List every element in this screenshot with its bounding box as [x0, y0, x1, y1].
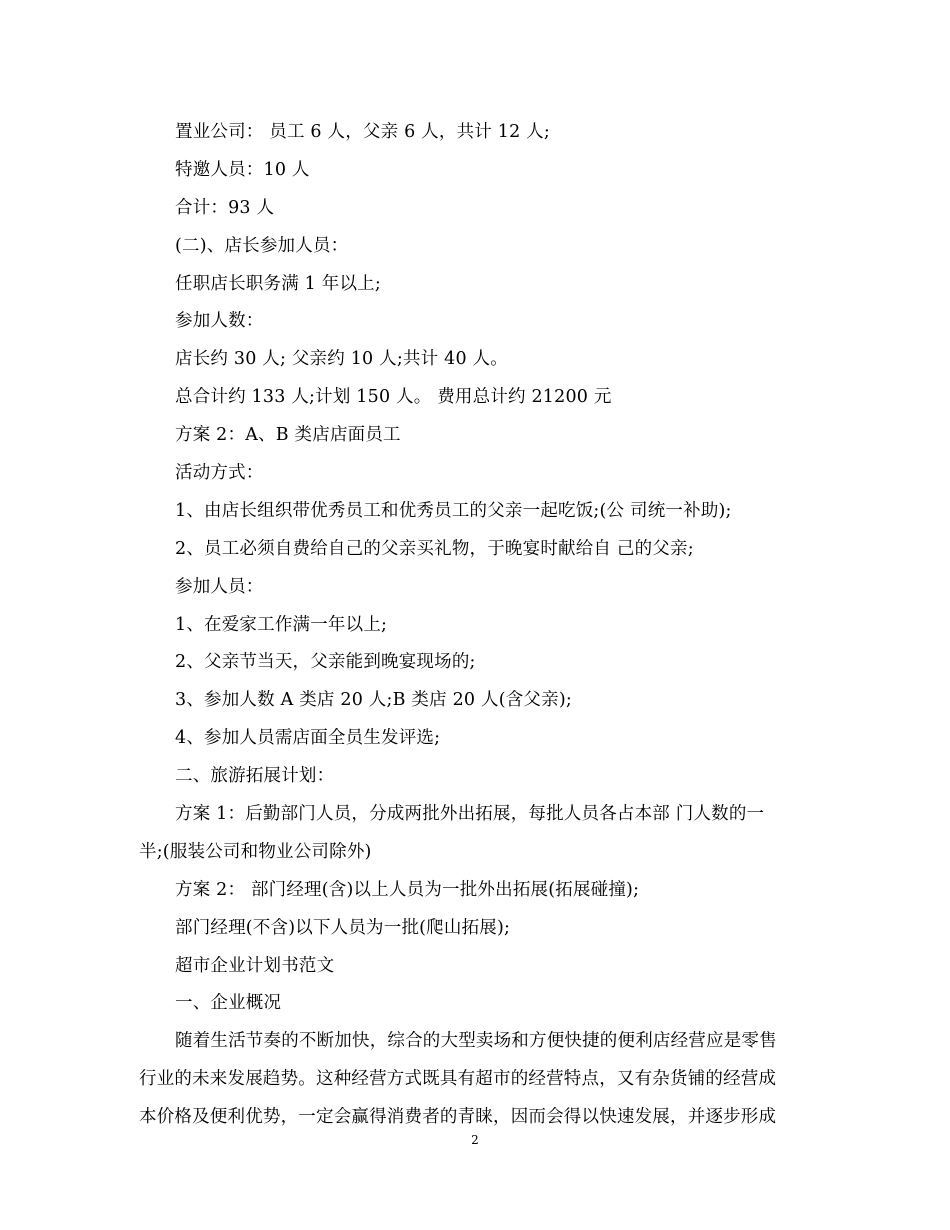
text-line: 3、参加人数 A 类店 20 人;B 类店 20 人(含父亲); — [175, 690, 572, 711]
document-body — [139, 114, 819, 1137]
text-line: 总合计约 133 人;计划 150 人。 费用总计约 21200 元 — [175, 387, 612, 408]
text-line: 随着生活节奏的不断加快，综合的大型卖场和方便快捷的便利店经营应是零售 — [175, 1031, 777, 1052]
text-line: 一、企业概况 — [175, 993, 282, 1014]
text-line: 2、父亲节当天，父亲能到晚宴现场的; — [175, 652, 476, 673]
text-line: 本价格及便利优势，一定会赢得消费者的青睐，因而会得以快速发展，并逐步形成 — [139, 1107, 777, 1128]
text-line: 店长约 30 人; 父亲约 10 人;共计 40 人。 — [175, 349, 508, 370]
page-number: 2 — [471, 1133, 479, 1147]
text-line: 1、在爱家工作满一年以上; — [175, 614, 388, 635]
text-line: 方案 1：后勤部门人员，分成两批外出拓展，每批人员各占本部 门人数的一 — [175, 804, 765, 825]
text-line: 半;(服装公司和物业公司除外) — [139, 841, 372, 862]
text-line: 2、员工必须自费给自己的父亲买礼物，于晚宴时献给自 己的父亲; — [175, 538, 694, 559]
text-line: 活动方式： — [175, 463, 264, 484]
text-line: 参加人数： — [175, 311, 264, 332]
text-line: 1、由店长组织带优秀员工和优秀员工的父亲一起吃饭;(公 司统一补助); — [175, 500, 732, 521]
text-line: 行业的未来发展趋势。这种经营方式既具有超市的经营特点，又有杂货铺的经营成 — [139, 1069, 777, 1090]
text-line: 部门经理(不含)以下人员为一批(爬山拓展); — [175, 917, 511, 938]
text-line: (二)、店长参加人员： — [175, 235, 349, 256]
text-line: 方案 2：A、B 类店店面员工 — [175, 425, 401, 446]
text-line: 置业公司： 员工 6 人，父亲 6 人，共计 12 人; — [175, 122, 550, 142]
text-line: 4、参加人员需店面全员生发评选; — [175, 728, 441, 749]
text-line: 任职店长职务满 1 年以上; — [175, 273, 381, 294]
text-line: 方案 2： 部门经理(含)以上人员为一批外出拓展(拓展碰撞); — [175, 879, 640, 900]
text-line: 二、旅游拓展计划： — [175, 766, 335, 787]
text-line: 特邀人员：10 人 — [175, 159, 310, 180]
text-line: 超市企业计划书范文 — [175, 955, 335, 976]
text-line: 合计：93 人 — [175, 197, 275, 218]
text-line: 参加人员： — [175, 576, 264, 597]
